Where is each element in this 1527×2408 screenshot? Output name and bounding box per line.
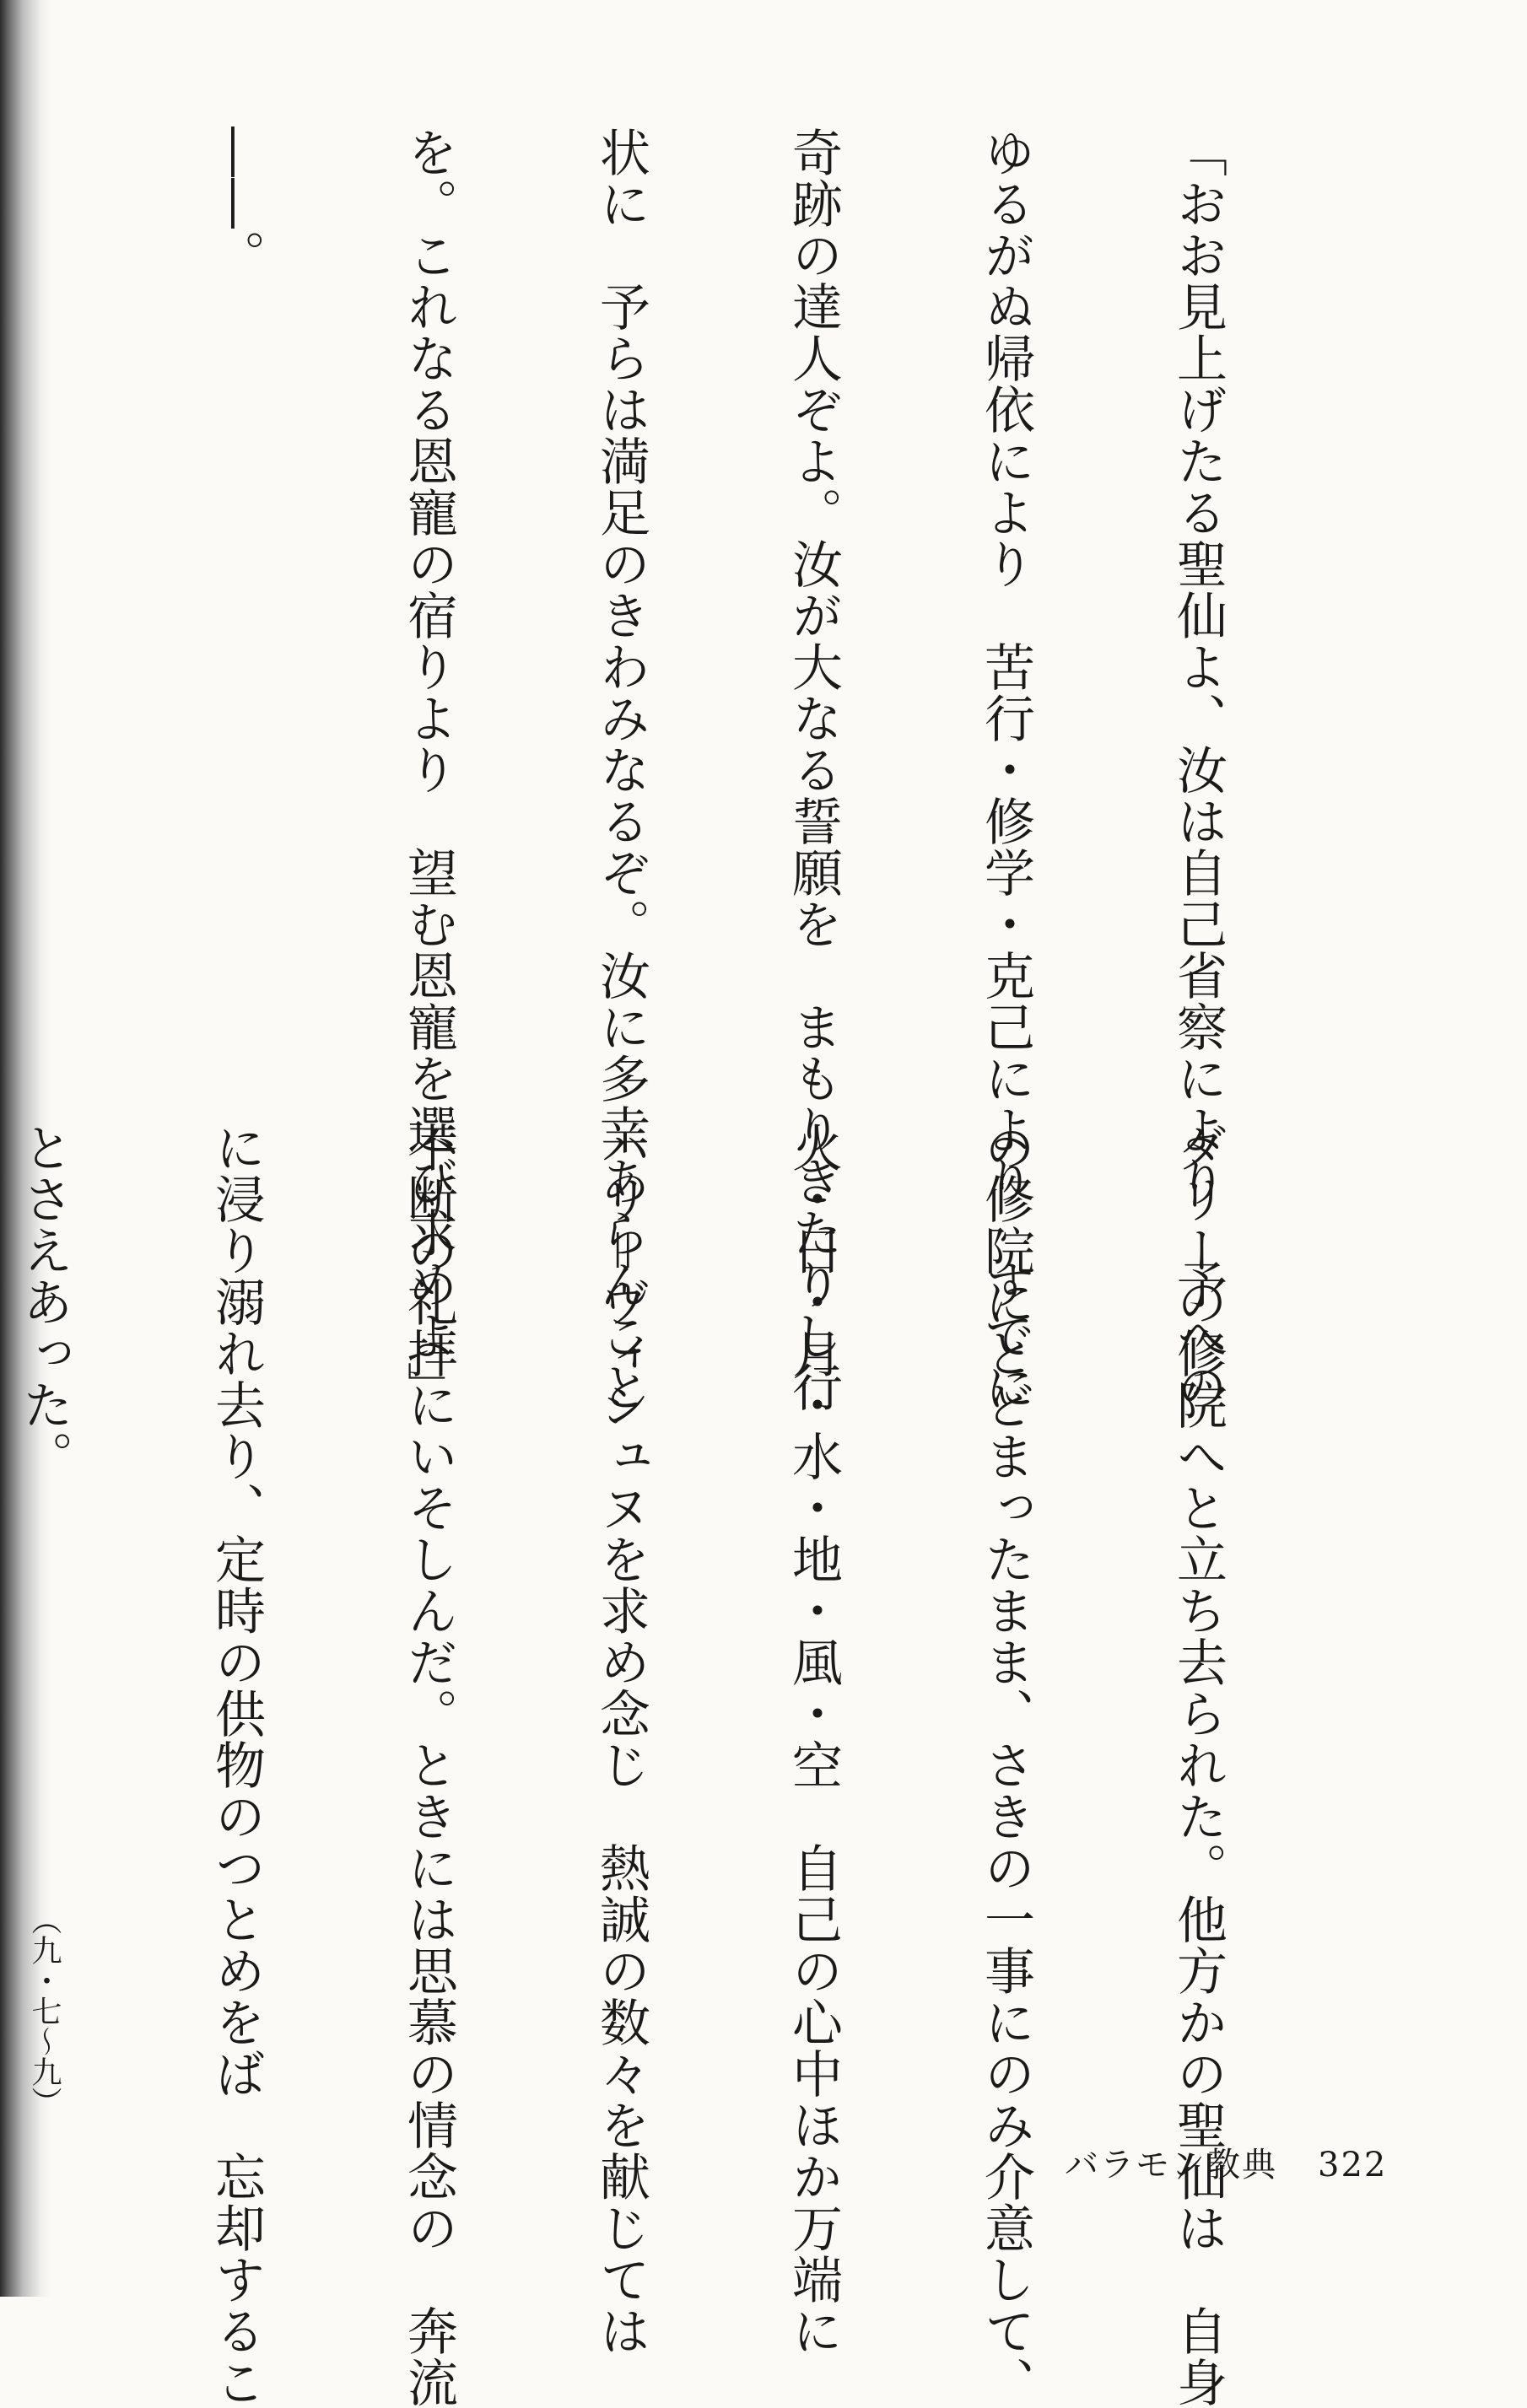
text-line: とさえあった。: [14, 1122, 73, 1457]
verse-reference: （九・七～九）: [27, 1920, 62, 2117]
text-line: の修院にとどまったまま、さきの一事にのみ介意して、: [976, 1122, 1035, 2408]
text-line: 「おお見上げたる聖仙よ、汝は自己省察により 予への: [1168, 127, 1228, 1413]
text-line: を。これなる恩寵の宿りより 望む恩寵を選び求めよ」: [399, 127, 458, 1413]
text-line: ダリーの修院へと立ち去られた。他方かの聖仙は 自身: [1168, 1122, 1228, 2408]
text-line: 火・日・月・水・地・風・空 自己の心中ほか万端に: [784, 1122, 843, 2357]
text-line: ――。: [207, 127, 266, 281]
text-line-with-ref: [12, 1122, 76, 2117]
text-line: 奇跡の達人ぞよ。汝が大なる誓願を まもりきたりし行: [784, 127, 843, 1413]
text-line: ゆるがぬ帰依により 苦行・修学・克己により すでに: [976, 127, 1035, 1413]
page-footer: [1065, 2138, 1387, 2186]
text-line: ハリ＝ヴィシュヌを求め念じ 熱誠の数々を献じては: [591, 1122, 650, 2357]
page-number: 322: [1318, 2146, 1388, 2184]
running-header-title: バラモン教典: [1065, 2146, 1277, 2184]
upper-text-block: [139, 127, 1358, 1413]
text-line: 不断の礼拝にいそしんだ。ときには思慕の情念の 奔流: [399, 1122, 458, 2408]
text-line: に浸り溺れ去り、定時の供物のつとめをば 忘却するこ: [207, 1122, 266, 2408]
text-line: 状に 予らは満足のきわみなるぞ。汝に多幸あらんこと: [591, 127, 650, 1413]
